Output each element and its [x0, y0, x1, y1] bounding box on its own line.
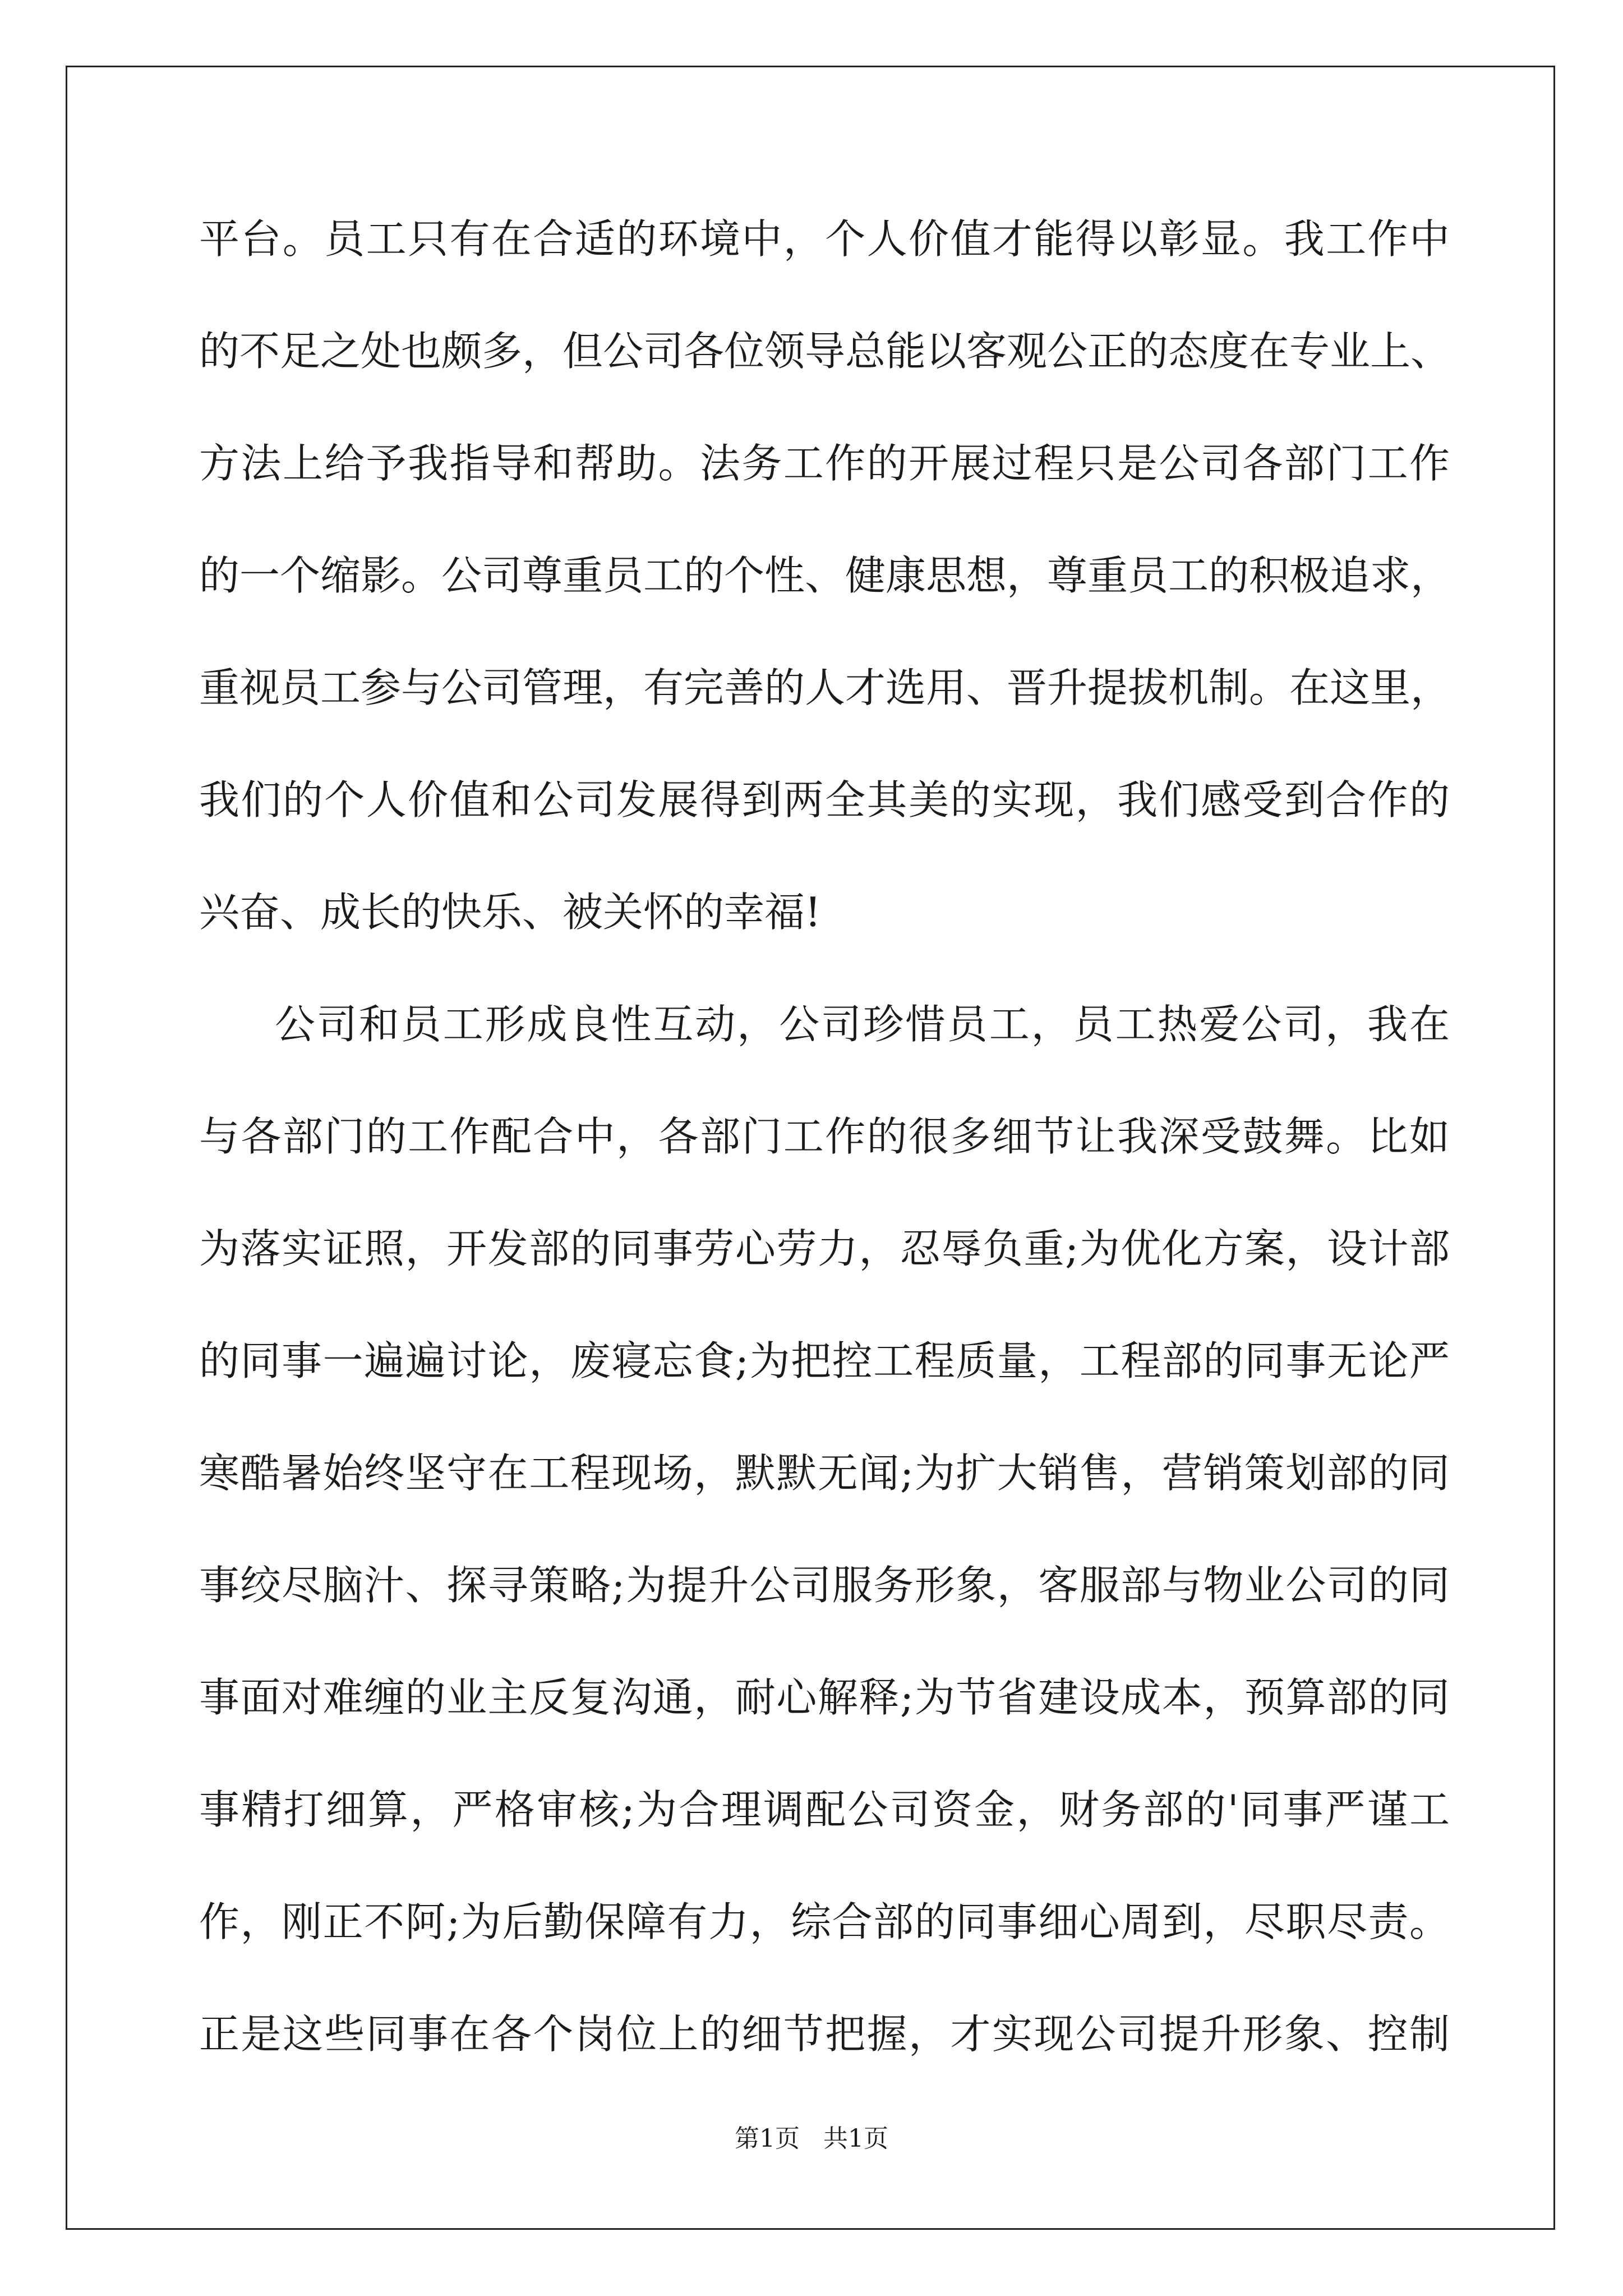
text-line: 正是这些同事在各个岗位上的细节把握，才实现公司提升形象、控制 [199, 2010, 1450, 2058]
text-line: 的同事一遍遍讨论，废寝忘食;为把控工程质量，工程部的同事无论严 [199, 1337, 1450, 1384]
text-line: 与各部门的工作配合中，各部门工作的很多细节让我深受鼓舞。比如 [199, 1113, 1450, 1160]
text-line: 寒酷暑始终坚守在工程现场，默默无闻;为扩大销售，营销策划部的同 [199, 1450, 1450, 1497]
text-line: 重视员工参与公司管理，有完善的人才选用、晋升提拔机制。在这里， [199, 664, 1451, 711]
paragraph-first-line: 公司和员工形成良性互动，公司珍惜员工，员工热爱公司，我在 [275, 1001, 1450, 1048]
page-footer: 第1页 共1页 [735, 2124, 888, 2153]
text-line: 的一个缩影。公司尊重员工的个性、健康思想，尊重员工的积极追求， [199, 552, 1451, 599]
text-line: 平台。员工只有在合适的环境中，个人价值才能得以彰显。我工作中 [199, 215, 1450, 263]
text-line: 方法上给予我指导和帮助。法务工作的开展过程只是公司各部门工作 [199, 440, 1450, 487]
text-line: 我们的个人价值和公司发展得到两全其美的实现，我们感受到合作的 [199, 776, 1450, 823]
text-line: 事精打细算，严格审核;为合理调配公司资金，财务部的'同事严谨工 [199, 1786, 1450, 1833]
text-line: 的不足之处也颇多，但公司各位领导总能以客观公正的态度在专业上、 [199, 328, 1451, 375]
text-line: 作，刚正不阿;为后勤保障有力，综合部的同事细心周到，尽职尽责。 [199, 1898, 1450, 1945]
text-line: 事面对难缠的业主反复沟通，耐心解释;为节省建设成本，预算部的同 [199, 1674, 1450, 1721]
text-line: 事绞尽脑汁、探寻策略;为提升公司服务形象，客服部与物业公司的同 [199, 1562, 1450, 1609]
document-body [199, 212, 1450, 2119]
text-line: 兴奋、成长的快乐、被关怀的幸福! [199, 889, 821, 936]
text-line: 为落实证照，开发部的同事劳心劳力，忍辱负重;为优化方案，设计部 [199, 1225, 1450, 1272]
